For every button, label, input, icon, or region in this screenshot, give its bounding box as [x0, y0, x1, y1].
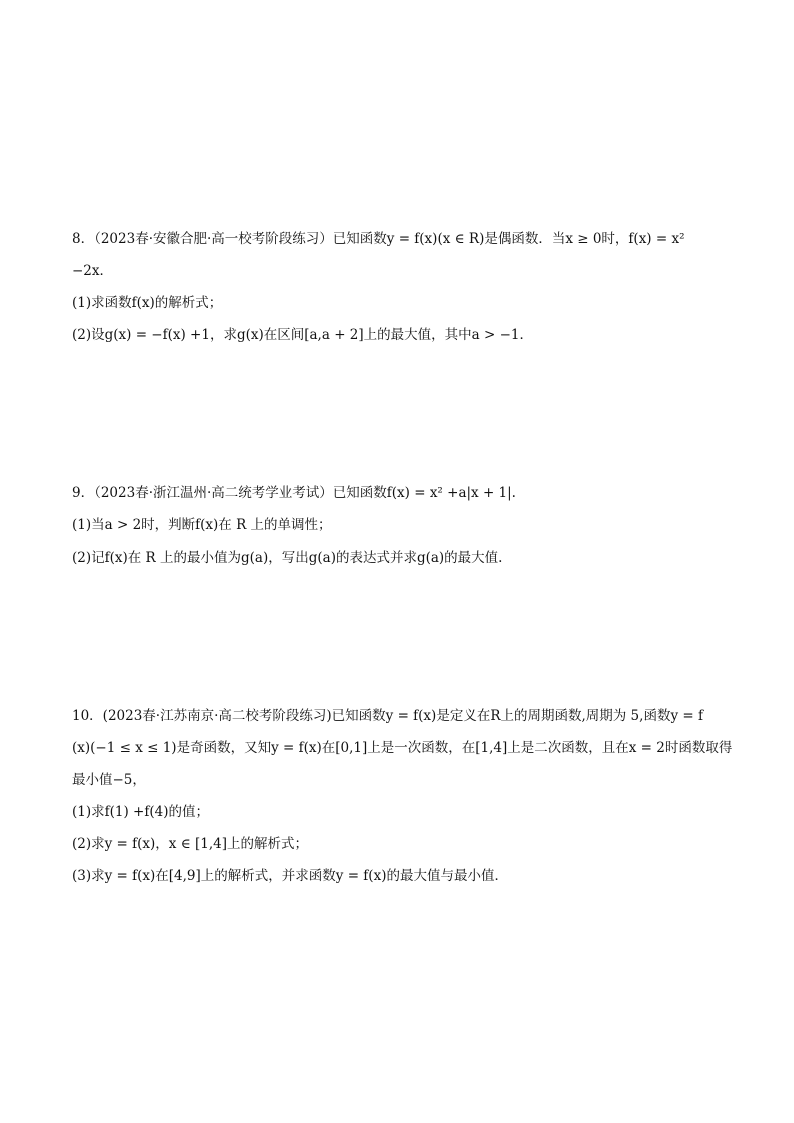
problem-8-part-1: (1)求函数f(x)的解析式； [72, 295, 223, 311]
problem-10-statement-line-3: 最小值−5， [72, 772, 146, 788]
problem-8-statement-line-2: −2x． [72, 263, 114, 279]
problem-8-statement-line-1: 8．（2023春·安徽合肥·高一校考阶段练习）已知函数y = f(x)(x ∈ R)是偶函数．当x ≥ 0时，f(x) = x² [72, 231, 685, 247]
problem-10-part-2: (2)求y = f(x)，x ∈ [1,4]上的解析式； [72, 836, 308, 852]
problem-9-statement: 9．（2023春·浙江温州·高二统考学业考试）已知函数f(x) = x² +a|x + 1|. [72, 485, 516, 501]
problem-8-part-2: (2)设g(x) = −f(x) +1，求g(x)在区间[a,a + 2]上的最大值，其中a > −1． [72, 327, 533, 343]
problem-10-part-3: (3)求y = f(x)在[4,9]上的解析式，并求函数y = f(x)的最大值与最小值． [72, 868, 508, 884]
problem-10-statement-line-2: (x)(−1 ≤ x ≤ 1)是奇函数，又知y = f(x)在[0,1]上是一次函数，在[1,4]上是二次函数，且在x = 2时函数取得 [72, 740, 733, 756]
problem-10-statement-line-1: 10．(2023春·江苏南京·高二校考阶段练习)已知函数y = f(x)是定义在R上的周期函数,周期为 5,函数y = f [72, 708, 703, 724]
problem-9-part-2: (2)记f(x)在 R 上的最小值为g(a)，写出g(a)的表达式并求g(a)的最大值. [72, 550, 503, 566]
problem-10-part-1: (1)求f(1) +f(4)的值； [72, 804, 209, 820]
problem-9-part-1: (1)当a > 2时，判断f(x)在 R 上的单调性； [72, 517, 332, 533]
